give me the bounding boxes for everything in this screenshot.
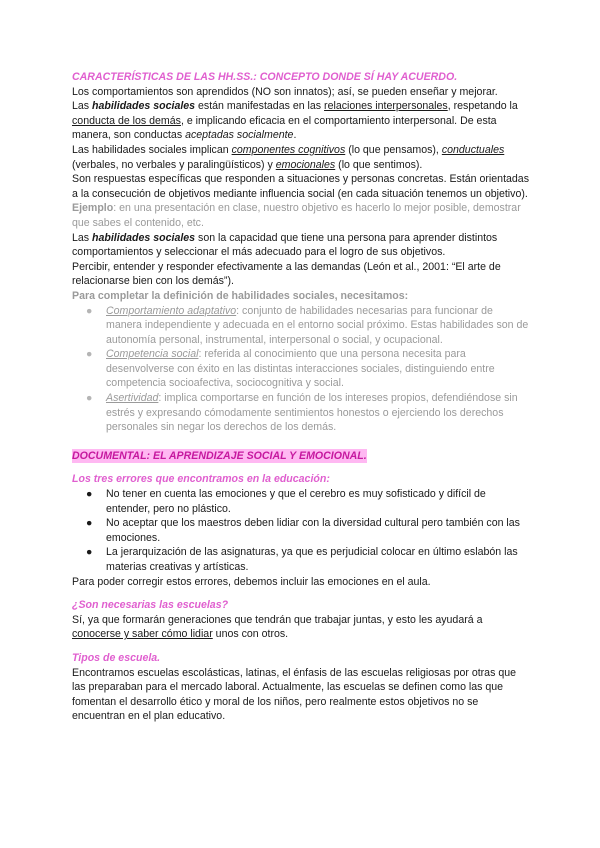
paragraph-componentes: Las habilidades sociales implican componentes cognitivos (lo que pensamos), conductuales (verbales, no verbales y paralingüísticos) y emocionales (lo que sentimos). bbox=[72, 143, 505, 171]
term-conductuales: conductuales bbox=[441, 143, 505, 156]
errores-list bbox=[72, 487, 530, 575]
section-heading-caracteristicas: CARACTERÍSTICAS DE LAS HH.SS.: CONCEPTO DONDE SÍ HAY ACUERDO. bbox=[72, 71, 458, 83]
bullet-dot-icon: ● bbox=[86, 348, 93, 361]
bullet-dot-icon: ● bbox=[86, 546, 93, 559]
term-aceptadas-socialmente: aceptadas socialmente bbox=[185, 129, 294, 142]
paragraph-respuestas: Son respuestas específicas que responden a situaciones y personas concretas. Están orientadas a la consecución de objetivos mediante influencia social (en cada situación tenemos un objetivo). Ejemplo: en una presentación en clase, nuestro objetivo es hacerlo lo mejor posible, demostrar que sabes el contenido, etc. bbox=[72, 173, 529, 229]
term-relaciones-interpersonales: relaciones interpersonales bbox=[324, 100, 448, 113]
subheading-tres-errores: Los tres errores que encontramos en la educación: bbox=[72, 473, 330, 486]
paragraph-capacidad: Las habilidades sociales son la capacidad que tiene una persona para aprender distintos comportamientos y seleccionar el más adecuado para el logro de sus objetivos. bbox=[72, 231, 498, 259]
term-habilidades-sociales-2: habilidades sociales bbox=[92, 231, 196, 244]
document-page bbox=[72, 70, 530, 724]
paragraph-generaciones: Sí, ya que formarán generaciones que tendrán que trabajar juntas, y esto les ayudará a conocerse y saber cómo lidiar unos con otros. bbox=[72, 613, 483, 641]
term-habilidades-sociales: habilidades sociales bbox=[92, 100, 196, 113]
subheading-escuelas-necesarias: ¿Son necesarias las escuelas? bbox=[72, 599, 229, 612]
term-conocerse-lidiar: conocerse y saber cómo lidiar bbox=[72, 628, 213, 641]
list-item: ● La jerarquización de las asignaturas, ya que es perjudicial colocar en último eslabón las materias creativas y artísticas. bbox=[86, 546, 518, 573]
term-emocionales: emocionales bbox=[275, 158, 336, 171]
bullet-dot-icon: ● bbox=[86, 304, 93, 317]
list-item: ● Asertividad: implica comportarse en función de los intereses propios, defendiéndose sin estrés y expresando cómodamente sentimientos honestos o ejerciendo los derechos personales sin negar los derechos de los demás. bbox=[86, 392, 518, 434]
section-heading-documental: DOCUMENTAL: EL APRENDIZAJE SOCIAL Y EMOCIONAL. bbox=[72, 449, 367, 462]
list-item: ● Competencia social: referida al conocimiento que una persona necesita para desenvolverse con éxito en las distintas interacciones sociales, distinguiendo entre competencia socioafectiva, sociocognitiva y social. bbox=[86, 348, 495, 390]
term-conducta-demas: conducta de los demás bbox=[72, 114, 181, 127]
list-item: ● No tener en cuenta las emociones y que el cerebro es muy sofisticado y difícil de entender, pero no plástico. bbox=[86, 488, 486, 515]
bullet-dot-icon: ● bbox=[86, 517, 93, 530]
definition-list bbox=[72, 304, 530, 435]
bullet-dot-icon: ● bbox=[86, 488, 93, 501]
paragraph-corregir: Para poder corregir estos errores, debemos incluir las emociones en el aula. bbox=[72, 575, 431, 588]
bullet-dot-icon: ● bbox=[86, 392, 93, 405]
list-item: ● Comportamiento adaptativo: conjunto de habilidades necesarias para funcionar de manera independiente y adecuada en el entorno social próximo. Estas habilidades son de autonomía personal, instrumental, interpersonal o social, y ocupacional. bbox=[86, 304, 529, 346]
subheading-tipos-escuela: Tipos de escuela. bbox=[72, 651, 161, 664]
paragraph-para-completar: Para completar la definición de habilidades sociales, necesitamos: bbox=[72, 289, 409, 302]
paragraph-aprendidos: Los comportamientos son aprendidos (NO son innatos); así, se pueden enseñar y mejorar. bbox=[72, 85, 498, 98]
label-ejemplo: Ejemplo bbox=[72, 202, 114, 215]
paragraph-tipos-escuela: Encontramos escuelas escolásticas, latinas, el énfasis de las escuelas religiosas por otras que las preparaban para el mercado laboral. Actualmente, las escuelas se definen como las que fomentan el desarrollo ético y moral de los niños, pero realmente estos objetivos no se encuentran en el plan educativo. bbox=[72, 666, 516, 723]
term-componentes-cognitivos: componentes cognitivos bbox=[231, 143, 346, 156]
paragraph-manifestadas: Las habilidades sociales están manifestadas en las relaciones interpersonales, respetando la conducta de los demás, e implicando eficacia en el comportamiento interpersonal. De esta manera, son conductas aceptadas socialmente. bbox=[72, 100, 518, 142]
paragraph-percibir: Percibir, entender y responder efectivamente a las demandas (León et al., 2001: “El arte de relacionarse bien con los demás”). bbox=[72, 260, 501, 288]
list-item: ● No aceptar que los maestros deben lidiar con la diversidad cultural pero también con las emociones. bbox=[86, 517, 520, 544]
